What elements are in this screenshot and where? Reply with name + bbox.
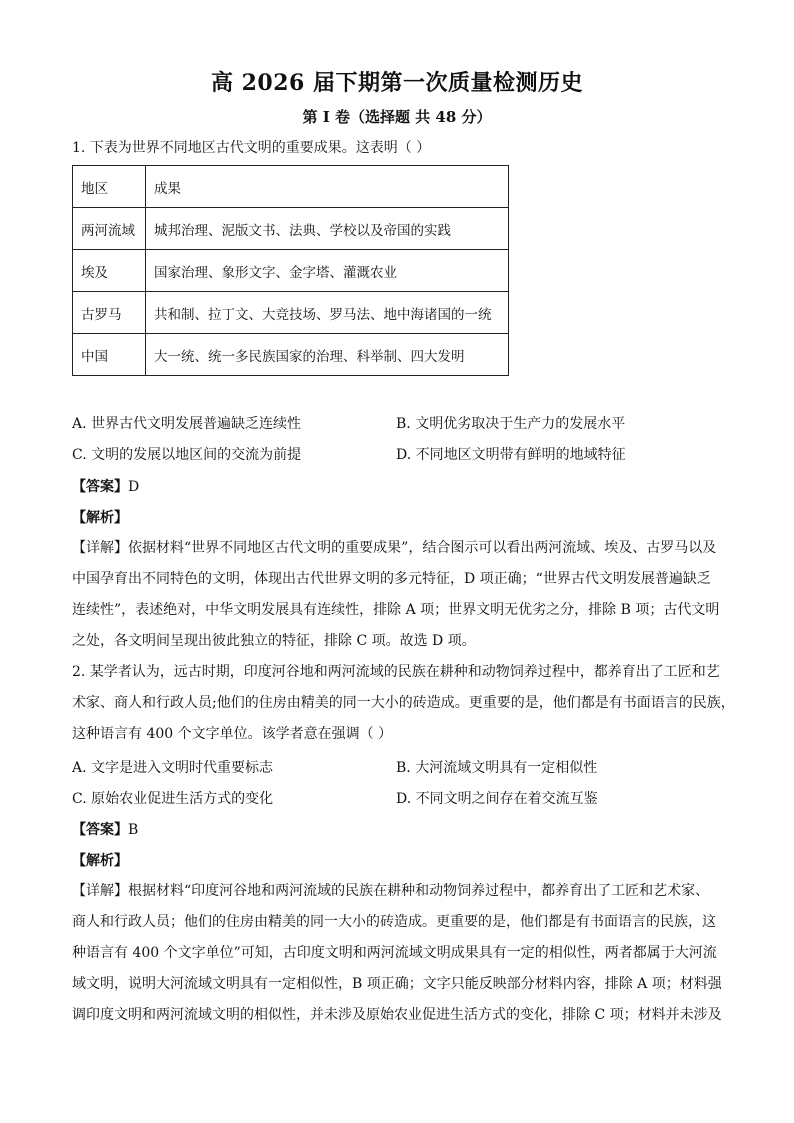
- page-title: 高 2026 届下期第一次质量检测历史: [210, 70, 584, 96]
- stem-line: 术家、商人和行政人员;他们的住房由精美的同一大小的砖造成。更重要的是，他们都是有书面语言的民族，: [72, 695, 735, 711]
- q2-stem: [72, 657, 735, 750]
- answer-label: 【答案】: [72, 479, 128, 495]
- q2-option-c: C. 原始农业促进生活方式的变化: [72, 791, 274, 807]
- q1-option-b: B. 文明优劣取决于生产力的发展水平: [396, 416, 626, 432]
- table-cell: 国家治理、象形文字、金字塔、灌溉农业: [146, 250, 509, 292]
- q1-answer: [72, 477, 139, 497]
- q1-option-a: A. 世界古代文明发展普遍缺乏连续性: [72, 416, 302, 432]
- q1-option-c: C. 文明的发展以地区间的交流为前提: [72, 447, 302, 463]
- detail-line: 【详解】依据材料“世界不同地区古代文明的重要成果”，结合图示可以看出两河流域、埃及、古罗马以及: [72, 540, 717, 556]
- q2-option-d: D. 不同文明之间存在着交流互鉴: [396, 791, 598, 807]
- table-row: [73, 292, 509, 334]
- table-row: [73, 334, 509, 376]
- table-cell: 两河流域: [73, 208, 146, 250]
- detail-line: 连续性”，表述绝对，中华文明发展具有连续性，排除 A 项；世界文明无优劣之分，排除 B 项；古代文明: [72, 602, 720, 618]
- table-cell: 埃及: [73, 250, 146, 292]
- detail-line: 种语言有 400 个文字单位”可知，古印度文明和两河流域文明成果具有一定的相似性，两者都属于大河流: [72, 945, 717, 961]
- detail-line: 【详解】根据材料“印度河谷地和两河流域的民族在耕种和动物饲养过程中，都养育出了工匠和艺术家、: [72, 883, 710, 899]
- table-row: [73, 208, 509, 250]
- table-cell: 中国: [73, 334, 146, 376]
- q1-stem: 1. 下表为世界不同地区古代文明的重要成果。这表明（ ）: [72, 140, 431, 156]
- q1-detail: [72, 533, 732, 657]
- detail-line: 商人和行政人员；他们的住房由精美的同一大小的砖造成。更重要的是，他们都是有书面语言的民族，这: [72, 914, 716, 930]
- answer-value: B: [128, 822, 139, 838]
- detail-line: 中国孕育出不同特色的文明，体现出古代世界文明的多元特征，D 项正确；“世界古代文明发展普遍缺乏: [72, 571, 711, 587]
- answer-label: 【答案】: [72, 822, 128, 838]
- table-cell: 共和制、拉丁文、大竞技场、罗马法、地中海诸国的一统: [146, 292, 509, 334]
- table-cell: 城邦治理、泥版文书、法典、学校以及帝国的实践: [146, 208, 509, 250]
- table-header-row: [73, 166, 509, 208]
- q1-table: [72, 165, 509, 376]
- table-cell: 古罗马: [73, 292, 146, 334]
- q1-option-d: D. 不同地区文明带有鲜明的地域特征: [396, 447, 626, 463]
- answer-value: D: [128, 479, 140, 495]
- q1-analysis-label: 【解析】: [72, 510, 128, 526]
- q2-detail: [72, 876, 732, 1031]
- stem-line: 2. 某学者认为，远古时期，印度河谷地和两河流域的民族在耕种和动物饲养过程中，都养育出了工匠和艺: [72, 664, 720, 680]
- table-row: [73, 250, 509, 292]
- detail-line: 调印度文明和两河流域文明的相似性，并未涉及原始农业促进生活方式的变化，排除 C 项；材料并未涉及: [72, 1007, 722, 1023]
- detail-line: 域文明，说明大河流域文明具有一定相似性，B 项正确；文字只能反映部分材料内容，排除 A 项；材料强: [72, 976, 722, 992]
- table-header-cell: 地区: [73, 166, 146, 208]
- stem-line: 这种语言有 400 个文字单位。该学者意在强调（ ）: [72, 726, 393, 742]
- q2-option-b: B. 大河流域文明具有一定相似性: [396, 760, 598, 776]
- detail-line: 之处，各文明间呈现出彼此独立的特征，排除 C 项。故选 D 项。: [72, 633, 476, 649]
- q2-analysis-label: 【解析】: [72, 853, 128, 869]
- table-header-cell: 成果: [146, 166, 509, 208]
- table-cell: 大一统、统一多民族国家的治理、科举制、四大发明: [146, 334, 509, 376]
- section-heading: 第 I 卷（选择题 共 48 分）: [302, 108, 492, 126]
- q2-option-a: A. 文字是进入文明时代重要标志: [72, 760, 274, 776]
- q2-answer: [72, 820, 138, 840]
